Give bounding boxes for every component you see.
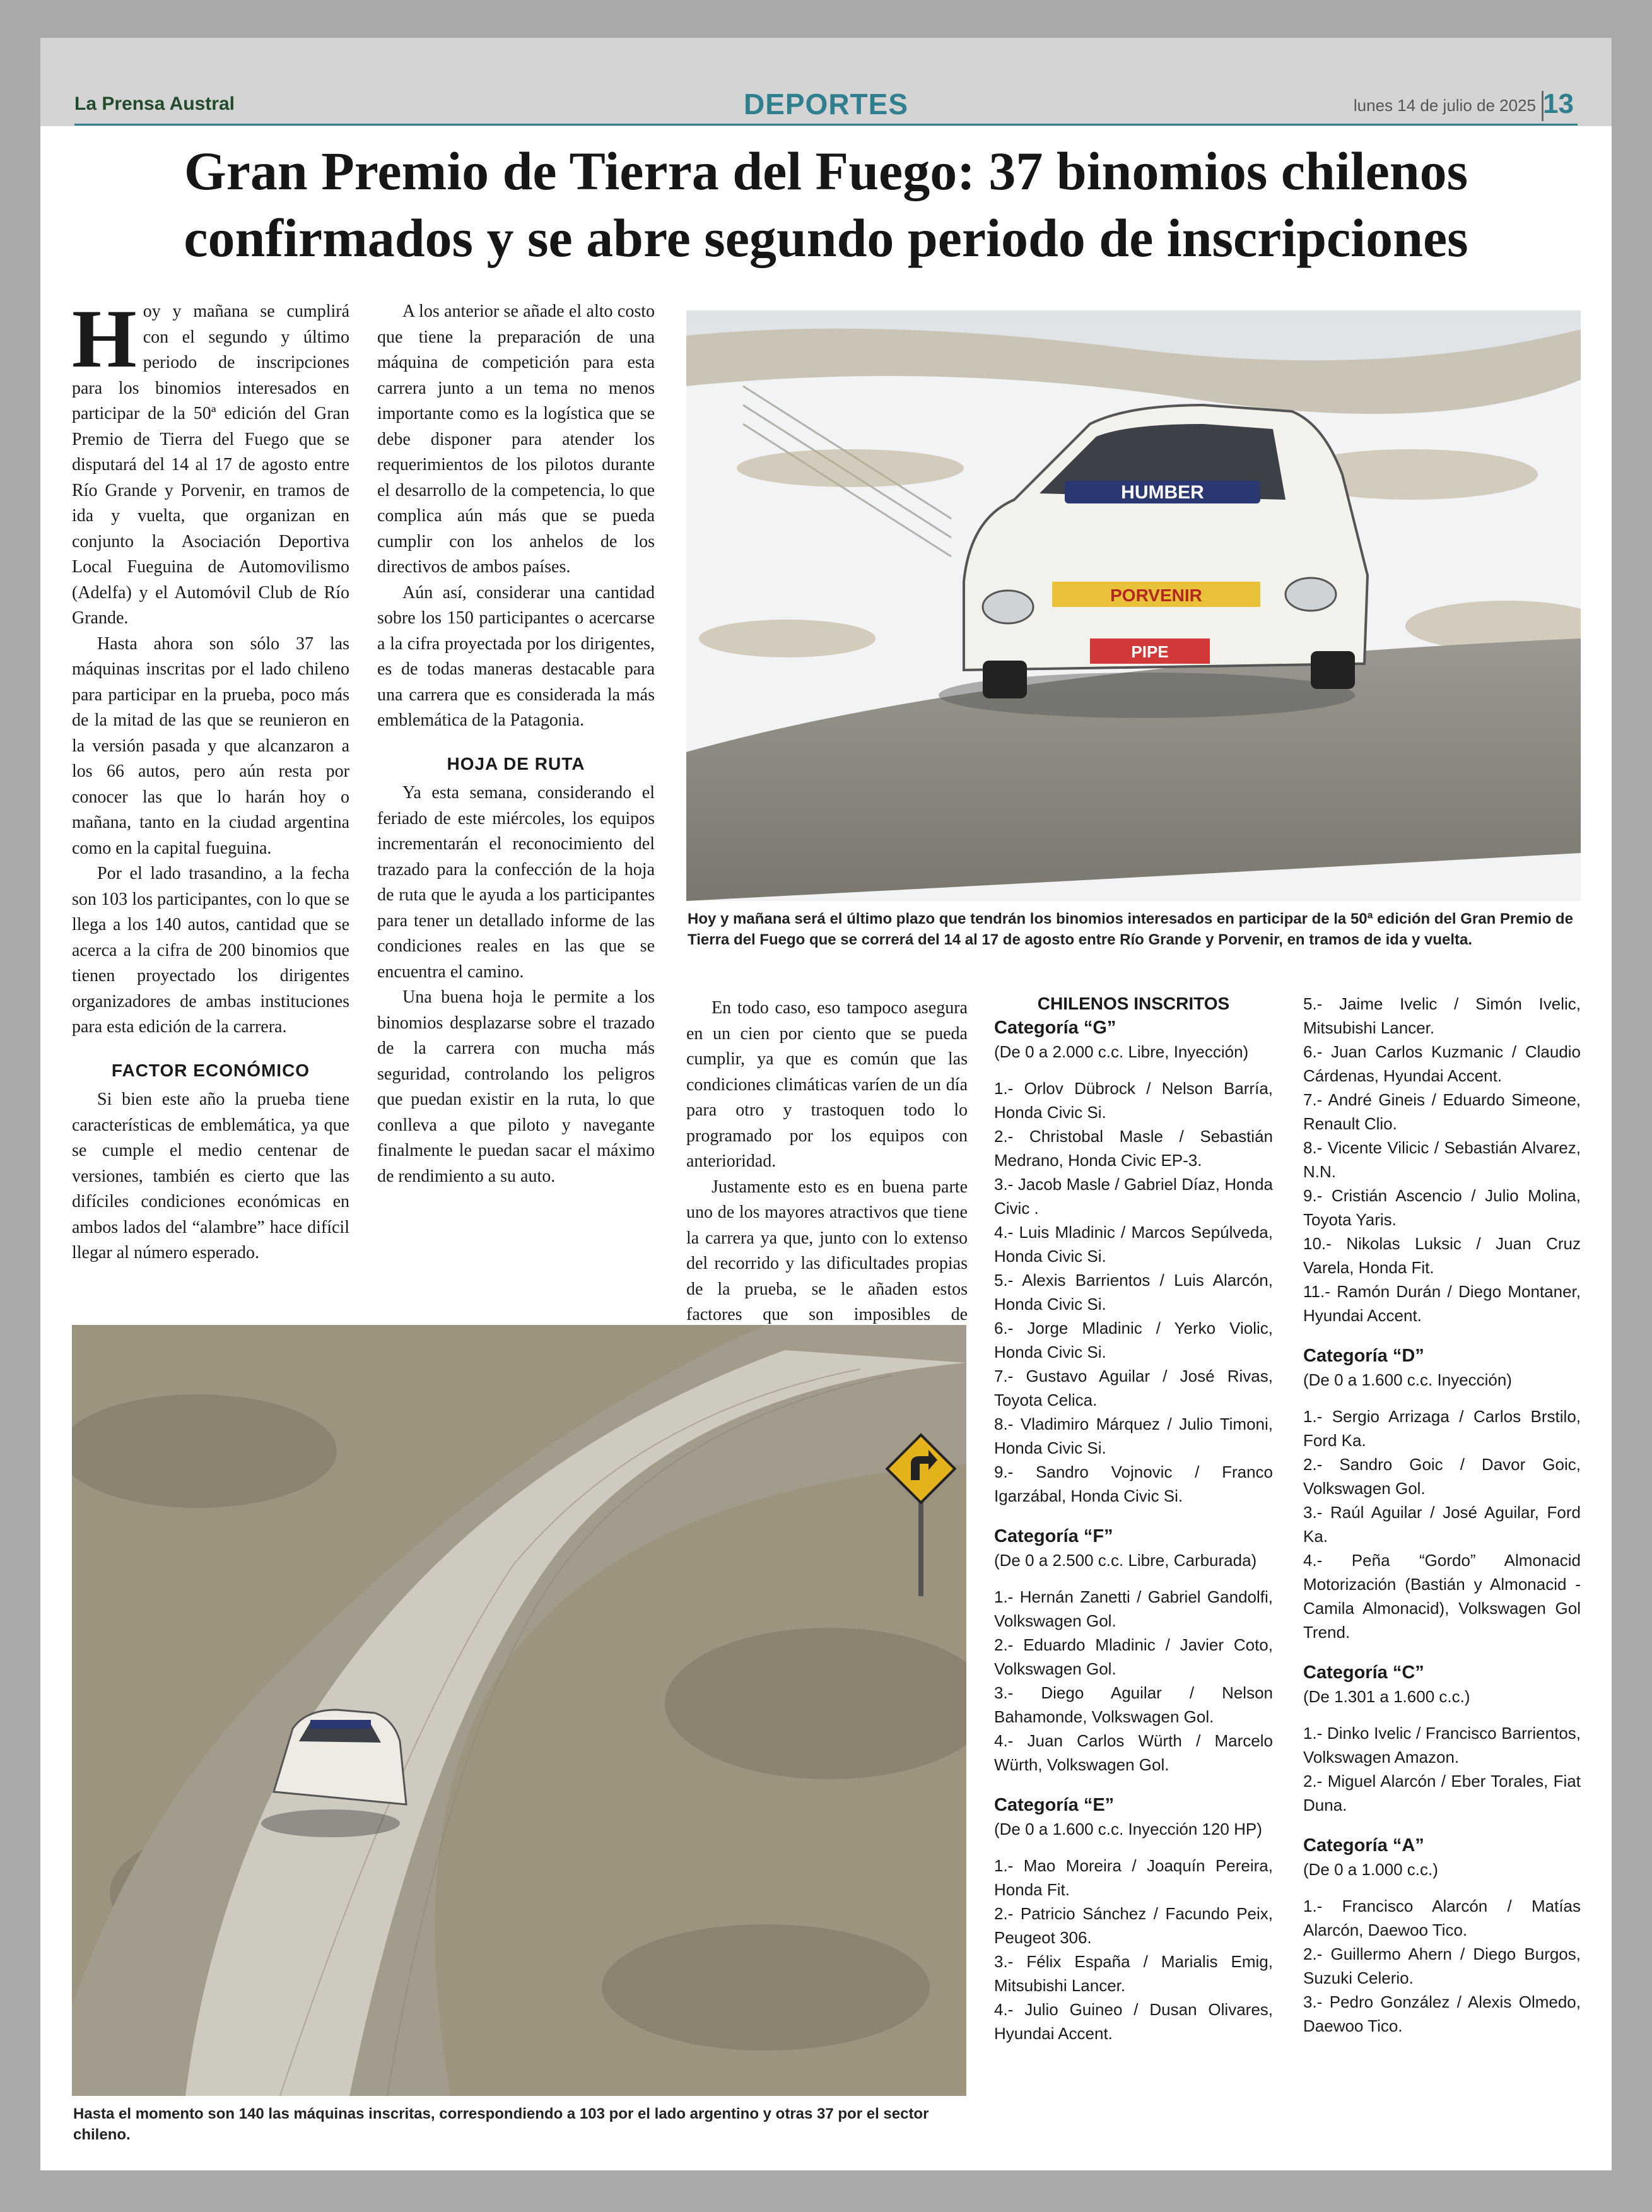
list-item: 11.- Ramón Durán / Diego Montaner, Hyundai Accent.: [1303, 1282, 1581, 1325]
list-item: 5.- Jaime Ivelic / Simón Ivelic, Mitsubishi Lancer.: [1303, 994, 1581, 1037]
list-item: 2.- Sandro Goic / Davor Goic, Volkswagen Gol.: [1303, 1455, 1581, 1498]
list-item: 4.- Peña “Gordo” Almonacid Motorización (Bastián y Almonacid - Camila Almonacid), Volkswagen Gol Trend.: [1303, 1551, 1581, 1642]
article-paragraph-7: Ya esta semana, considerando el feriado de este miércoles, los equipos incrementarán el reconocimiento del trazado para la confección de la hoja de ruta que le ayuda a los participantes para tener un detallado informe de las condiciones reales en las que se encuentra el camino.: [377, 783, 655, 982]
article-paragraph-10: Justamente esto es en buena parte uno de los mayores atractivos que tiene la carrera ya que, junto con lo extenso del recorrido y las dificultades propias de la prueba, se le añaden estos factores que son imposibles de: [686, 1177, 968, 1324]
article-column-1: [72, 292, 349, 1359]
gravel-road-illustration: [72, 1325, 966, 2096]
header-rule: [74, 124, 1578, 126]
drop-cap: H: [72, 292, 137, 385]
inscritos-column-2: [1303, 992, 1581, 2038]
article-paragraph-9: En todo caso, eso tampoco asegura en un cien por ciento que se pueda cumplir, ya que es común que las condiciones climáticas varíen de un día para otro y trastoquen todo lo programado por los equipos con anterioridad.: [686, 998, 968, 1171]
headline-line-1: Gran Premio de Tierra del Fuego: 37 binomios chilenos: [184, 141, 1468, 201]
list-item: 7.- André Gineis / Eduardo Simeone, Renault Clio.: [1303, 1090, 1581, 1133]
article-paragraph-1: [72, 292, 349, 632]
article-column-3: [686, 996, 968, 1362]
list-item: 1.- Sergio Arrizaga / Carlos Brstilo, Ford Ka.: [1303, 1407, 1581, 1450]
article-column-2: [377, 299, 655, 1359]
category-g-name: Categoría “G”: [994, 1018, 1116, 1038]
list-item: 3.- Raúl Aguilar / José Aguilar, Ford Ka.: [1303, 1503, 1581, 1546]
rally-car-snow-illustration: [686, 310, 1581, 901]
subhead-factor-economico: FACTOR ECONÓMICO: [111, 1060, 310, 1080]
newspaper-page: [40, 38, 1612, 2170]
inscritos-column-1: [994, 992, 1273, 2045]
category-d-name: Categoría “D”: [1303, 1346, 1424, 1366]
photo-1-caption: Hoy y mañana será el último plazo que tendrán los binomios interesados en participar de la 50ª edición del Gran Premio de Tierra del Fuego que se correrá del 14 al 17 de agosto entre Río Grande y Porvenir, en tramos de ida y vuelta.: [688, 910, 1573, 948]
list-item: 2.- Christobal Masle / Sebastián Medrano, Honda Civic EP-3.: [994, 1127, 1273, 1170]
list-item: 2.- Miguel Alarcón / Eber Torales, Fiat Duna.: [1303, 1772, 1581, 1815]
livery-mid-text: PORVENIR: [1110, 585, 1202, 605]
section-title: DEPORTES: [743, 88, 909, 121]
list-item: 6.- Juan Carlos Kuzmanic / Claudio Cárdenas, Hyundai Accent.: [1303, 1042, 1581, 1085]
category-e-spec: (De 0 a 1.600 c.c. Inyección 120 HP): [994, 1820, 1262, 1838]
photo-rally-car-snow: [686, 310, 1581, 901]
list-item: 6.- Jorge Mladinic / Yerko Violic, Honda Civic Si.: [994, 1319, 1273, 1362]
article-paragraph-1-text: oy y mañana se cumplirá con el segundo y último periodo de inscripciones para los binomios interesados en participar de la 50ª edición del Gran Premio de Tierra del Fuego que se disputará del 14 al 17 de agosto entre Río Grande y Porvenir, en tramos de ida y vuelta, que organizan en conjunto la Asociación Deportiva Local Fueguina de Automovilismo (Adelfa) y el Automóvil Club de Río Grande.: [72, 302, 349, 628]
list-item: 3.- Pedro González / Alexis Olmedo, Daewoo Tico.: [1303, 1992, 1581, 2035]
list-item: 7.- Gustavo Aguilar / José Rivas, Toyota Celica.: [994, 1367, 1273, 1409]
category-f-name: Categoría “F”: [994, 1526, 1113, 1546]
list-item: 1.- Orlov Dübrock / Nelson Barría, Honda Civic Si.: [994, 1079, 1273, 1122]
subhead-hoja-de-ruta: HOJA DE RUTA: [447, 753, 585, 774]
list-item: 2.- Patricio Sánchez / Facundo Peix, Peugeot 306.: [994, 1904, 1273, 1947]
article-paragraph-3: Por el lado trasandino, a la fecha son 103 los participantes, con lo que se llega a los 140 autos, cantidad que se acerca a la cifra de 200 binomios que tienen proyectado los dirigentes organizadores de ambas instituciones para esta edición de la carrera.: [72, 864, 349, 1037]
list-item: 8.- Vladimiro Márquez / Julio Timoni, Honda Civic Si.: [994, 1415, 1273, 1457]
category-f-spec: (De 0 a 2.500 c.c. Libre, Carburada): [994, 1551, 1257, 1570]
list-item: 1.- Hernán Zanetti / Gabriel Gandolfi, Volkswagen Gol.: [994, 1587, 1273, 1630]
category-e-name: Categoría “E”: [994, 1795, 1115, 1815]
headline: [78, 138, 1574, 271]
publication-name: La Prensa Austral: [74, 93, 235, 114]
list-item: 4.- Julio Guineo / Dusan Olivares, Hyundai Accent.: [994, 2000, 1273, 2043]
article-paragraph-6: Aún así, considerar una cantidad sobre los 150 participantes o acercarse a la cifra proyectada por los dirigentes, es de todas maneras destacable para una carrera que es considerada la más emblemática de la Patagonia.: [377, 582, 655, 730]
article-paragraph-4: Si bien este año la prueba tiene características de emblemática, ya que se cumple el medio centenar de versiones, también es cierto que las difíciles condiciones económicas en ambos lados del “alambre” hace difícil llegar al número esperado.: [72, 1090, 349, 1262]
list-item: 3.- Diego Aguilar / Nelson Bahamonde, Volkswagen Gol.: [994, 1683, 1273, 1726]
list-item: 10.- Nikolas Luksic / Juan Cruz Varela, Honda Fit.: [1303, 1234, 1581, 1277]
list-item: 2.- Guillermo Ahern / Diego Burgos, Suzuki Celerio.: [1303, 1944, 1581, 1987]
list-item: 3.- Jacob Masle / Gabriel Díaz, Honda Civic .: [994, 1175, 1273, 1218]
livery-top-text: HUMBER: [1121, 482, 1204, 503]
list-item: 1.- Dinko Ivelic / Francisco Barrientos, Volkswagen Amazon.: [1303, 1724, 1581, 1767]
list-item: 5.- Alexis Barrientos / Luis Alarcón, Honda Civic Si.: [994, 1271, 1273, 1314]
headline-line-2: confirmados y se abre segundo periodo de inscripciones: [184, 208, 1468, 268]
list-item: 3.- Félix España / Marialis Emig, Mitsubishi Lancer.: [994, 1952, 1273, 1995]
list-item: 1.- Mao Moreira / Joaquín Pereira, Honda Fit.: [994, 1856, 1273, 1899]
list-item: 8.- Vicente Vilicic / Sebastián Alvarez, N.N.: [1303, 1138, 1581, 1181]
photo-gravel-road: [72, 1325, 966, 2096]
list-item: 2.- Eduardo Mladinic / Javier Coto, Volkswagen Gol.: [994, 1635, 1273, 1678]
category-a-name: Categoría “A”: [1303, 1835, 1424, 1856]
article-paragraph-5: A los anterior se añade el alto costo que tiene la preparación de una máquina de competición para esta carrera junto a un tema no menos importante como es la logística que se debe disponer para atender los requerimientos de los pilotos durante el desarrollo de la competencia, lo que complica aún más que se pueda cumplir con los anhelos de los directivos de ambos países.: [377, 302, 655, 577]
category-g-spec: (De 0 a 2.000 c.c. Libre, Inyección): [994, 1042, 1249, 1061]
photo-2-caption: Hasta el momento son 140 las máquinas inscritas, correspondiendo a 103 por el lado argentino y otras 37 por el sector chileno.: [73, 2105, 929, 2143]
page-number: 13: [1543, 88, 1574, 119]
article-paragraph-8: Una buena hoja le permite a los binomios desplazarse sobre el trazado de la carrera con mucha más seguridad, controlando los peligros que puedan existir en la ruta, lo que conlleva a que piloto y navegante finalmente le puedan sacar el máximo de rendimiento a su auto.: [377, 987, 655, 1186]
issue-date: lunes 14 de julio de 2025: [1353, 96, 1536, 115]
inscritos-title: CHILENOS INSCRITOS: [1037, 994, 1230, 1013]
list-item: 1.- Francisco Alarcón / Matías Alarcón, Daewoo Tico.: [1303, 1897, 1581, 1939]
list-item: 4.- Juan Carlos Würth / Marcelo Würth, Volkswagen Gol.: [994, 1731, 1273, 1774]
category-a-spec: (De 0 a 1.000 c.c.): [1303, 1860, 1438, 1879]
list-item: 9.- Sandro Vojnovic / Franco Igarzábal, Honda Civic Si.: [994, 1462, 1273, 1505]
livery-plate-text: PIPE: [1131, 642, 1169, 661]
category-c-name: Categoría “C”: [1303, 1662, 1424, 1683]
article-paragraph-2: Hasta ahora son sólo 37 las máquinas inscritas por el lado chileno para participar en la prueba, poco más de la mitad de las que se reunieron en la versión pasada y que alcanzaron a los 66 autos, pero aún resta por conocer las que lo harán hoy o mañana, tanto en la ciudad argentina como en la capital fueguina.: [72, 633, 349, 858]
category-c-spec: (De 1.301 a 1.600 c.c.): [1303, 1687, 1470, 1706]
category-d-spec: (De 0 a 1.600 c.c. Inyección): [1303, 1370, 1512, 1389]
list-item: 4.- Luis Mladinic / Marcos Sepúlveda, Honda Civic Si.: [994, 1223, 1273, 1266]
list-item: 9.- Cristián Ascencio / Julio Molina, Toyota Yaris.: [1303, 1186, 1581, 1229]
